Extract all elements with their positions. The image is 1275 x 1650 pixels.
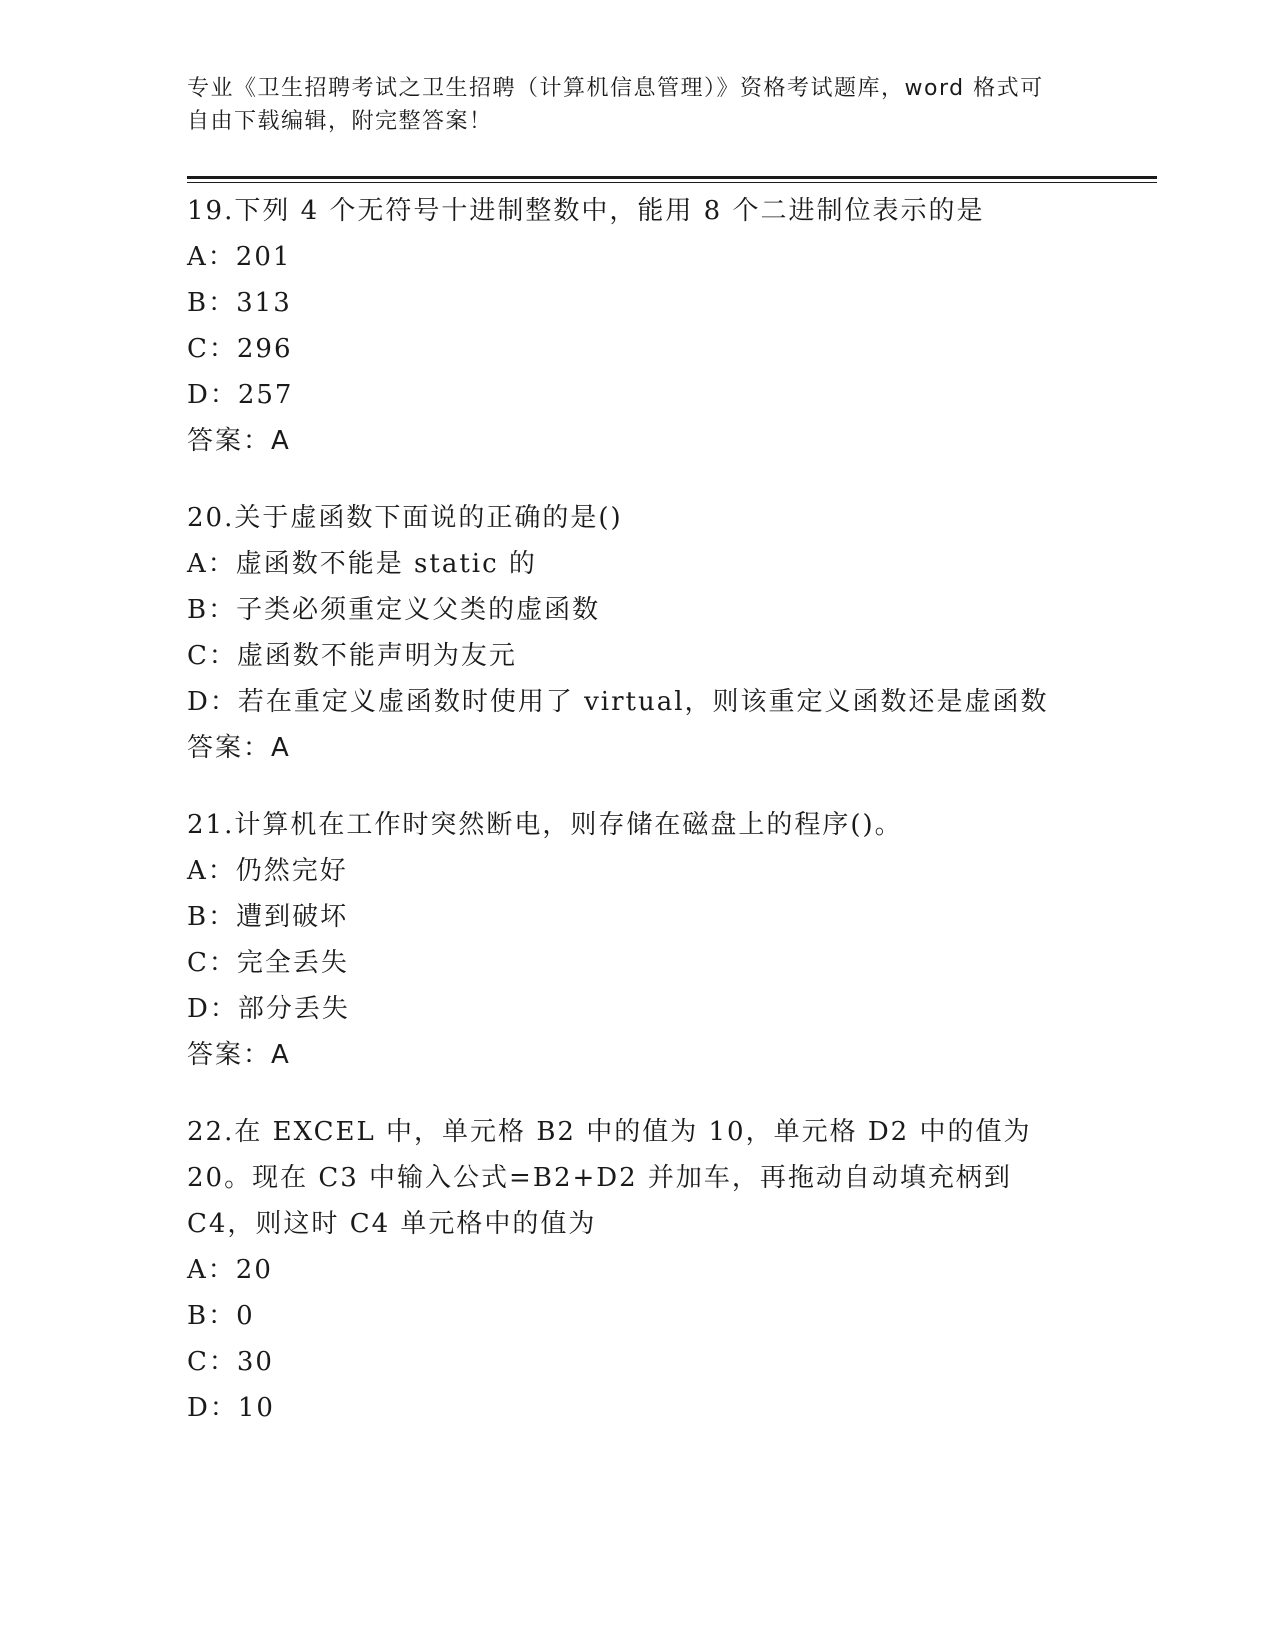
question-stem: 22.在 EXCEL 中，单元格 B2 中的值为 10，单元格 D2 中的值为 20。现在 C3 中输入公式=B2+D2 并加车，再拖动自动填充柄到 C4，则这时 C4 单元格中的值为 <box>187 1117 1032 1239</box>
header-divider-thick <box>187 176 1157 179</box>
option-c: C：虚函数不能声明为友元 <box>187 641 517 671</box>
question-19 <box>187 188 1087 464</box>
option-a: A：仍然完好 <box>187 856 348 886</box>
option-b: B：313 <box>187 288 292 318</box>
option-a: A：201 <box>187 242 292 272</box>
option-c: C：296 <box>187 334 293 364</box>
question-20 <box>187 495 1087 771</box>
question-stem: 20.关于虚函数下面说的正确的是() <box>187 503 623 533</box>
question-stem: 21.计算机在工作时突然断电，则存储在磁盘上的程序()。 <box>187 810 903 840</box>
header-divider-thin <box>187 182 1157 183</box>
option-a: A：20 <box>187 1255 273 1285</box>
option-a: A：虚函数不能是 static 的 <box>187 549 537 579</box>
option-c: C：完全丢失 <box>187 948 349 978</box>
question-22 <box>187 1109 1087 1431</box>
option-c: C：30 <box>187 1347 274 1377</box>
option-d: D：部分丢失 <box>187 994 350 1024</box>
option-d: D：若在重定义虚函数时使用了 virtual，则该重定义函数还是虚函数 <box>187 687 1049 717</box>
answer-line: 答案：A <box>187 733 291 763</box>
answer-line: 答案：A <box>187 1040 291 1070</box>
option-b: B：子类必须重定义父类的虚函数 <box>187 595 601 625</box>
question-list <box>187 188 1087 1462</box>
document-page <box>187 0 1157 1650</box>
option-d: D：257 <box>187 380 294 410</box>
option-b: B：遭到破坏 <box>187 902 349 932</box>
document-intro: 专业《卫生招聘考试之卫生招聘（计算机信息管理）》资格考试题库，word 格式可自由下载编辑，附完整答案！ <box>187 76 1044 134</box>
question-stem: 19.下列 4 个无符号十进制整数中，能用 8 个二进制位表示的是 <box>187 196 985 226</box>
question-21 <box>187 802 1087 1078</box>
option-d: D：10 <box>187 1393 275 1423</box>
option-b: B：0 <box>187 1301 255 1331</box>
answer-line: 答案：A <box>187 426 291 456</box>
